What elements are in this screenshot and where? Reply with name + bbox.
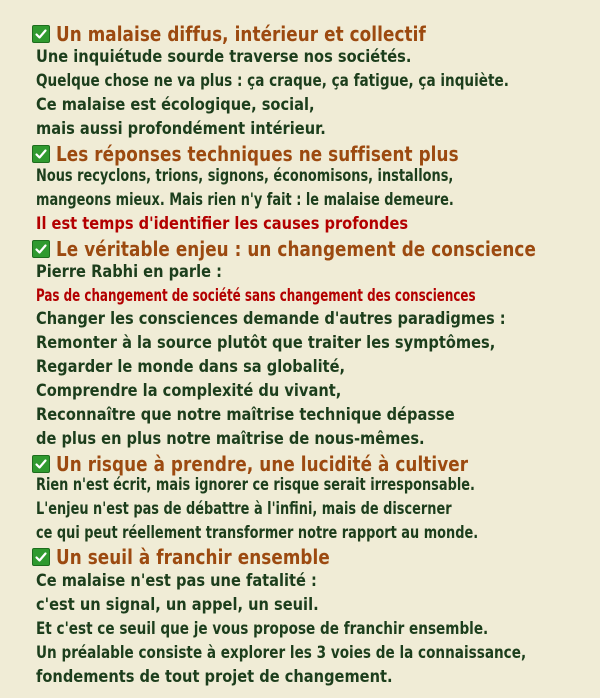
section-title: Les réponses techniques ne suffisent plus (56, 142, 459, 166)
section-title: Un seuil à franchir ensemble (56, 545, 330, 569)
section-heading-1 (32, 21, 496, 47)
body-line: mangeons mieux. Mais rien n'y fait : le malaise demeure. (36, 190, 454, 210)
checkmark-icon (32, 240, 50, 258)
body-line: Changer les consciences demande d'autres paradigmes : (36, 309, 506, 329)
body-line: Ce malaise est écologique, social, (36, 95, 315, 115)
section-heading-3 (32, 236, 600, 262)
body-line: Quelque chose ne va plus : ça craque, ça fatigue, ça inquiète. (36, 71, 509, 91)
body-line: fondements de tout projet de changement. (36, 667, 393, 687)
body-line: Et c'est ce seuil que je vous propose de franchir ensemble. (36, 619, 489, 639)
checkmark-icon (32, 145, 50, 163)
body-line: mais aussi profondément intérieur. (36, 119, 326, 139)
body-line: c'est un signal, un appel, un seuil. (36, 595, 319, 615)
body-line: Regarder le monde dans sa globalité, (36, 357, 346, 377)
emphasis-line: Il est temps d'identifier les causes profondes (36, 214, 409, 234)
checkmark-icon (32, 455, 50, 473)
body-line: ce qui peut réellement transformer notre rapport au monde. (36, 523, 479, 543)
body-line: Pierre Rabhi en parle : (36, 262, 222, 282)
section-heading-2 (32, 141, 535, 167)
body-line: Comprendre la complexité du vivant, (36, 381, 342, 401)
section-title: Un risque à prendre, une lucidité à cultiver (56, 452, 469, 476)
checkmark-icon (32, 25, 50, 43)
section-heading-5 (32, 544, 382, 570)
body-line: Remonter à la source plutôt que traiter les symptômes, (36, 333, 496, 353)
body-line: Une inquiétude sourde traverse nos sociétés. (36, 47, 412, 67)
body-line: Nous recyclons, trions, signons, économisons, installons, (36, 166, 454, 186)
body-line: Ce malaise n'est pas une fatalité : (36, 571, 317, 591)
section-title: Le véritable enjeu : un changement de conscience (56, 237, 536, 261)
checkmark-icon (32, 548, 50, 566)
body-line: Un préalable consiste à explorer les 3 voies de la connaissance, (36, 643, 527, 663)
section-title: Un malaise diffus, intérieur et collectif (56, 22, 426, 46)
quote-line: Pas de changement de société sans changement des consciences (36, 286, 476, 306)
body-line: L'enjeu n'est pas de débattre à l'infini, mais de discerner (36, 499, 452, 519)
body-line: Rien n'est écrit, mais ignorer ce risque serait irresponsable. (36, 475, 475, 495)
body-line: de plus en plus notre maîtrise de nous-mêmes. (36, 429, 425, 449)
body-line: Reconnaître que notre maîtrise technique dépasse (36, 405, 455, 425)
